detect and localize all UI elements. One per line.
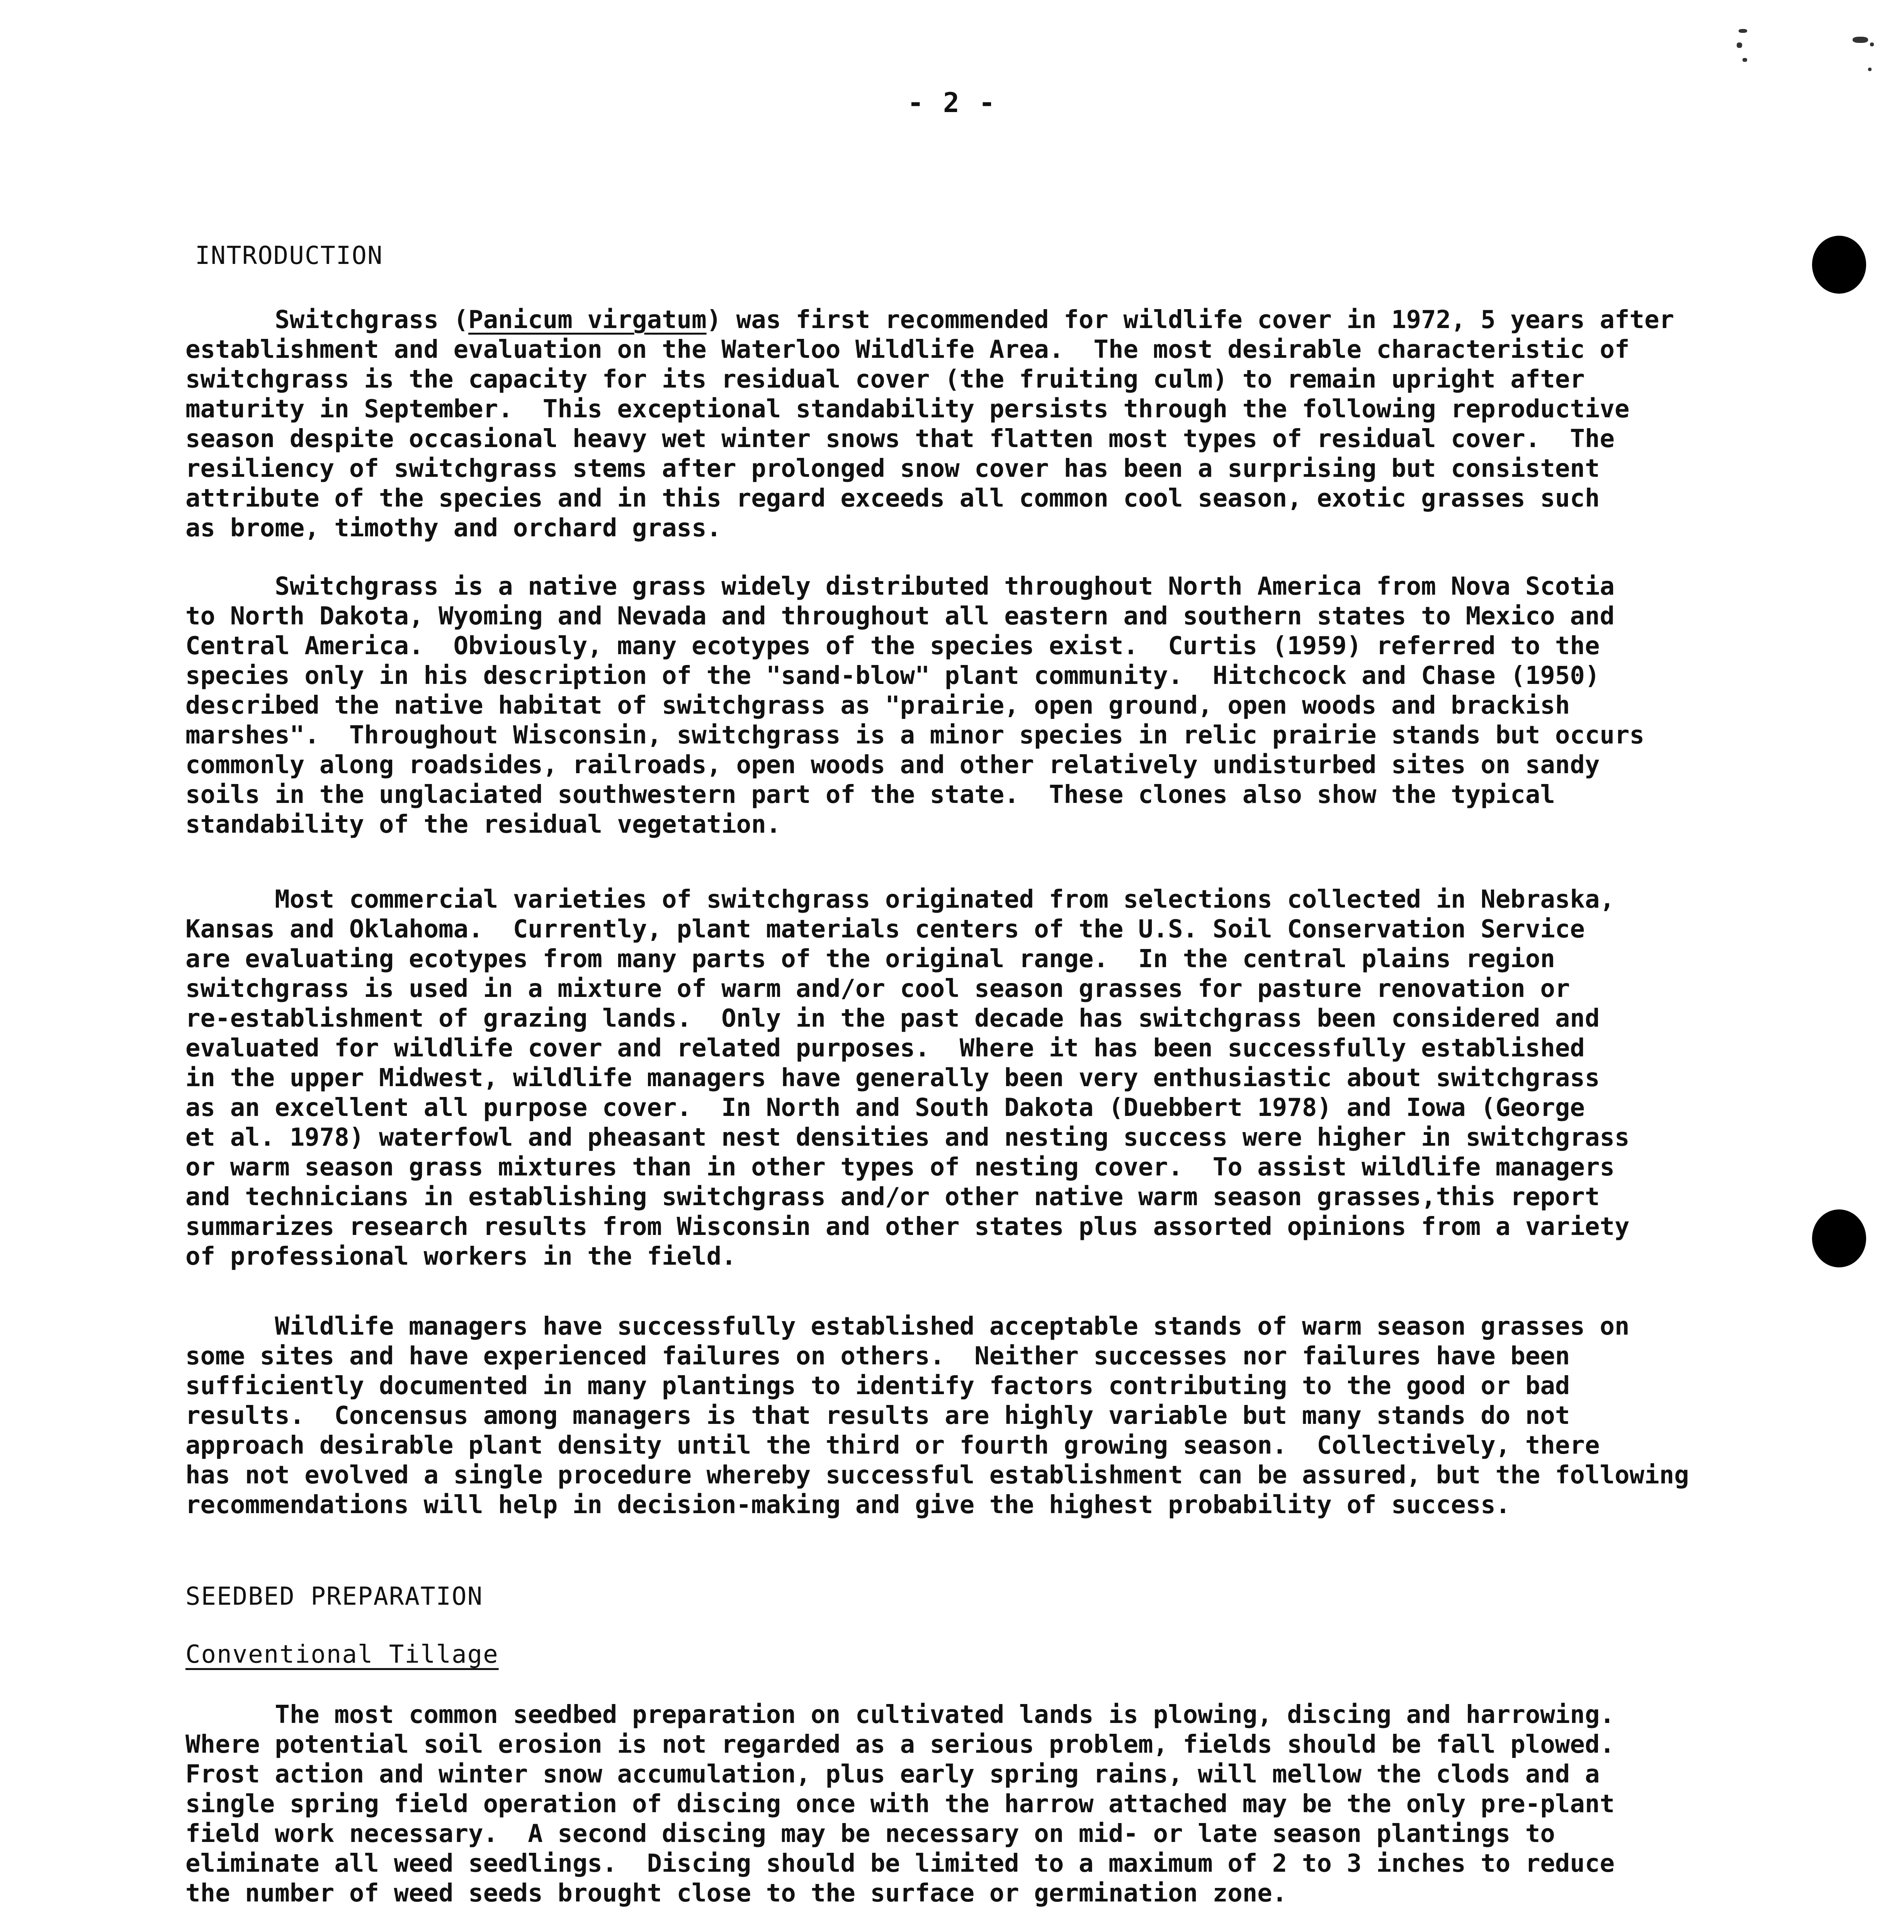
species-name: Panicum virgatum xyxy=(468,306,707,334)
page-number: - 2 - xyxy=(907,87,997,119)
scan-speck xyxy=(1742,58,1747,62)
text-line: to North Dakota, Wyoming and Nevada and throughout all eastern and southern states to Mexico and xyxy=(185,602,1615,631)
text-line: summarizes research results from Wisconsin and other states plus assorted opinions from a variety xyxy=(185,1213,1630,1241)
text-line: marshes". Throughout Wisconsin, switchgrass is a minor species in relic prairie stands but occurs xyxy=(185,721,1645,750)
text-line: as an excellent all purpose cover. In North and South Dakota (Duebbert 1978) and Iowa (George xyxy=(185,1094,1585,1122)
text-line: et al. 1978) waterfowl and pheasant nest densities and nesting success were higher in switchgrass xyxy=(185,1123,1630,1152)
scan-speck xyxy=(1739,29,1747,33)
text-line: species only in his description of the "sand-blow" plant community. Hitchcock and Chase (1950) xyxy=(185,662,1600,690)
conventional-tillage-subheading: Conventional Tillage xyxy=(185,1640,499,1669)
text-line: and technicians in establishing switchgrass and/or other native warm season grasses,this report xyxy=(185,1183,1600,1211)
text-line: described the native habitat of switchgrass as "prairie, open ground, open woods and brackish xyxy=(185,691,1570,720)
text-line: standability of the residual vegetation. xyxy=(185,810,781,839)
text-line: soils in the unglaciated southwestern part of the state. These clones also show the typical xyxy=(185,781,1555,809)
text-line: Kansas and Oklahoma. Currently, plant materials centers of the U.S. Soil Conservation Service xyxy=(185,915,1585,944)
text-line: Where potential soil erosion is not regarded as a serious problem, fields should be fall plowed. xyxy=(185,1730,1615,1759)
text-line: establishment and evaluation on the Waterloo Wildlife Area. The most desirable characteristic of xyxy=(185,335,1630,364)
text-line: has not evolved a single procedure whereby successful establishment can be assured, but the following xyxy=(185,1461,1689,1490)
scan-speck xyxy=(1868,68,1872,71)
intro-paragraph-3 xyxy=(185,885,1630,1272)
punch-hole-middle xyxy=(1812,1209,1866,1267)
scan-speck xyxy=(1737,43,1742,48)
text-line: maturity in September. This exceptional standability persists through the following reproductive xyxy=(185,395,1630,423)
text-line: re-establishment of grazing lands. Only in the past decade has switchgrass been considered and xyxy=(185,1004,1600,1033)
text-line: as brome, timothy and orchard grass. xyxy=(185,514,722,543)
seedbed-preparation-heading: SEEDBED PREPARATION xyxy=(185,1582,483,1611)
intro-paragraph-4 xyxy=(185,1312,1689,1520)
text-line: approach desirable plant density until the third or fourth growing season. Collectively, there xyxy=(185,1431,1600,1460)
introduction-heading: INTRODUCTION xyxy=(195,242,383,270)
text-line: season despite occasional heavy wet winter snows that flatten most types of residual cover. The xyxy=(185,425,1615,453)
text-line: switchgrass is used in a mixture of warm and/or cool season grasses for pasture renovation or xyxy=(185,975,1570,1003)
text-line: switchgrass is the capacity for its residual cover (the fruiting culm) to remain upright after xyxy=(185,365,1585,394)
text-line: recommendations will help in decision-making and give the highest probability of success. xyxy=(185,1491,1511,1519)
text-line: in the upper Midwest, wildlife managers have generally been very enthusiastic about switchgrass xyxy=(185,1064,1600,1092)
text-line: Switchgrass is a native grass widely distributed throughout North America from Nova Scotia xyxy=(185,572,1615,601)
text-line: evaluated for wildlife cover and related purposes. Where it has been successfully established xyxy=(185,1034,1585,1063)
intro-paragraph-1 xyxy=(185,305,1674,543)
scan-speck xyxy=(1870,43,1874,46)
text-line: or warm season grass mixtures than in other types of nesting cover. To assist wildlife managers xyxy=(185,1153,1615,1182)
text-line: resiliency of switchgrass stems after prolonged snow cover has been a surprising but consistent xyxy=(185,454,1600,483)
scan-speck xyxy=(1853,37,1868,43)
text-line: field work necessary. A second discing may be necessary on mid- or late season plantings to xyxy=(185,1820,1555,1848)
intro-paragraph-2 xyxy=(185,572,1644,840)
text-line: Central America. Obviously, many ecotypes of the species exist. Curtis (1959) referred to the xyxy=(185,632,1600,660)
punch-hole-top xyxy=(1812,236,1866,294)
text-line: single spring field operation of discing once with the harrow attached may be the only pre-plant xyxy=(185,1790,1615,1818)
text-line: attribute of the species and in this regard exceeds all common cool season, exotic grasses such xyxy=(185,484,1600,513)
intro-paragraph-1-line-1: Switchgrass (Panicum virgatum) was first recommended for wildlife cover in 1972, 5 years after xyxy=(185,306,1674,334)
seedbed-paragraph-1 xyxy=(185,1700,1615,1908)
text-line: are evaluating ecotypes from many parts of the original range. In the central plains region xyxy=(185,945,1555,973)
text-line: sufficiently documented in many plantings to identify factors contributing to the good or bad xyxy=(185,1372,1570,1400)
text-line: of professional workers in the field. xyxy=(185,1242,736,1271)
text-line: Most commercial varieties of switchgrass originated from selections collected in Nebraska, xyxy=(185,885,1615,914)
text-line: results. Concensus among managers is that results are highly variable but many stands do not xyxy=(185,1401,1570,1430)
text-line: commonly along roadsides, railroads, open woods and other relatively undisturbed sites on sandy xyxy=(185,751,1600,779)
text-line: Frost action and winter snow accumulation, plus early spring rains, will mellow the clods and a xyxy=(185,1760,1600,1789)
text-line: The most common seedbed preparation on cultivated lands is plowing, discing and harrowing. xyxy=(185,1701,1615,1729)
text-line: some sites and have experienced failures on others. Neither successes nor failures have been xyxy=(185,1342,1570,1371)
text-line: Wildlife managers have successfully established acceptable stands of warm season grasses on xyxy=(185,1312,1630,1341)
text-line: the number of weed seeds brought close to the surface or germination zone. xyxy=(185,1879,1287,1908)
text-line: eliminate all weed seedlings. Discing should be limited to a maximum of 2 to 3 inches to reduce xyxy=(185,1849,1615,1878)
